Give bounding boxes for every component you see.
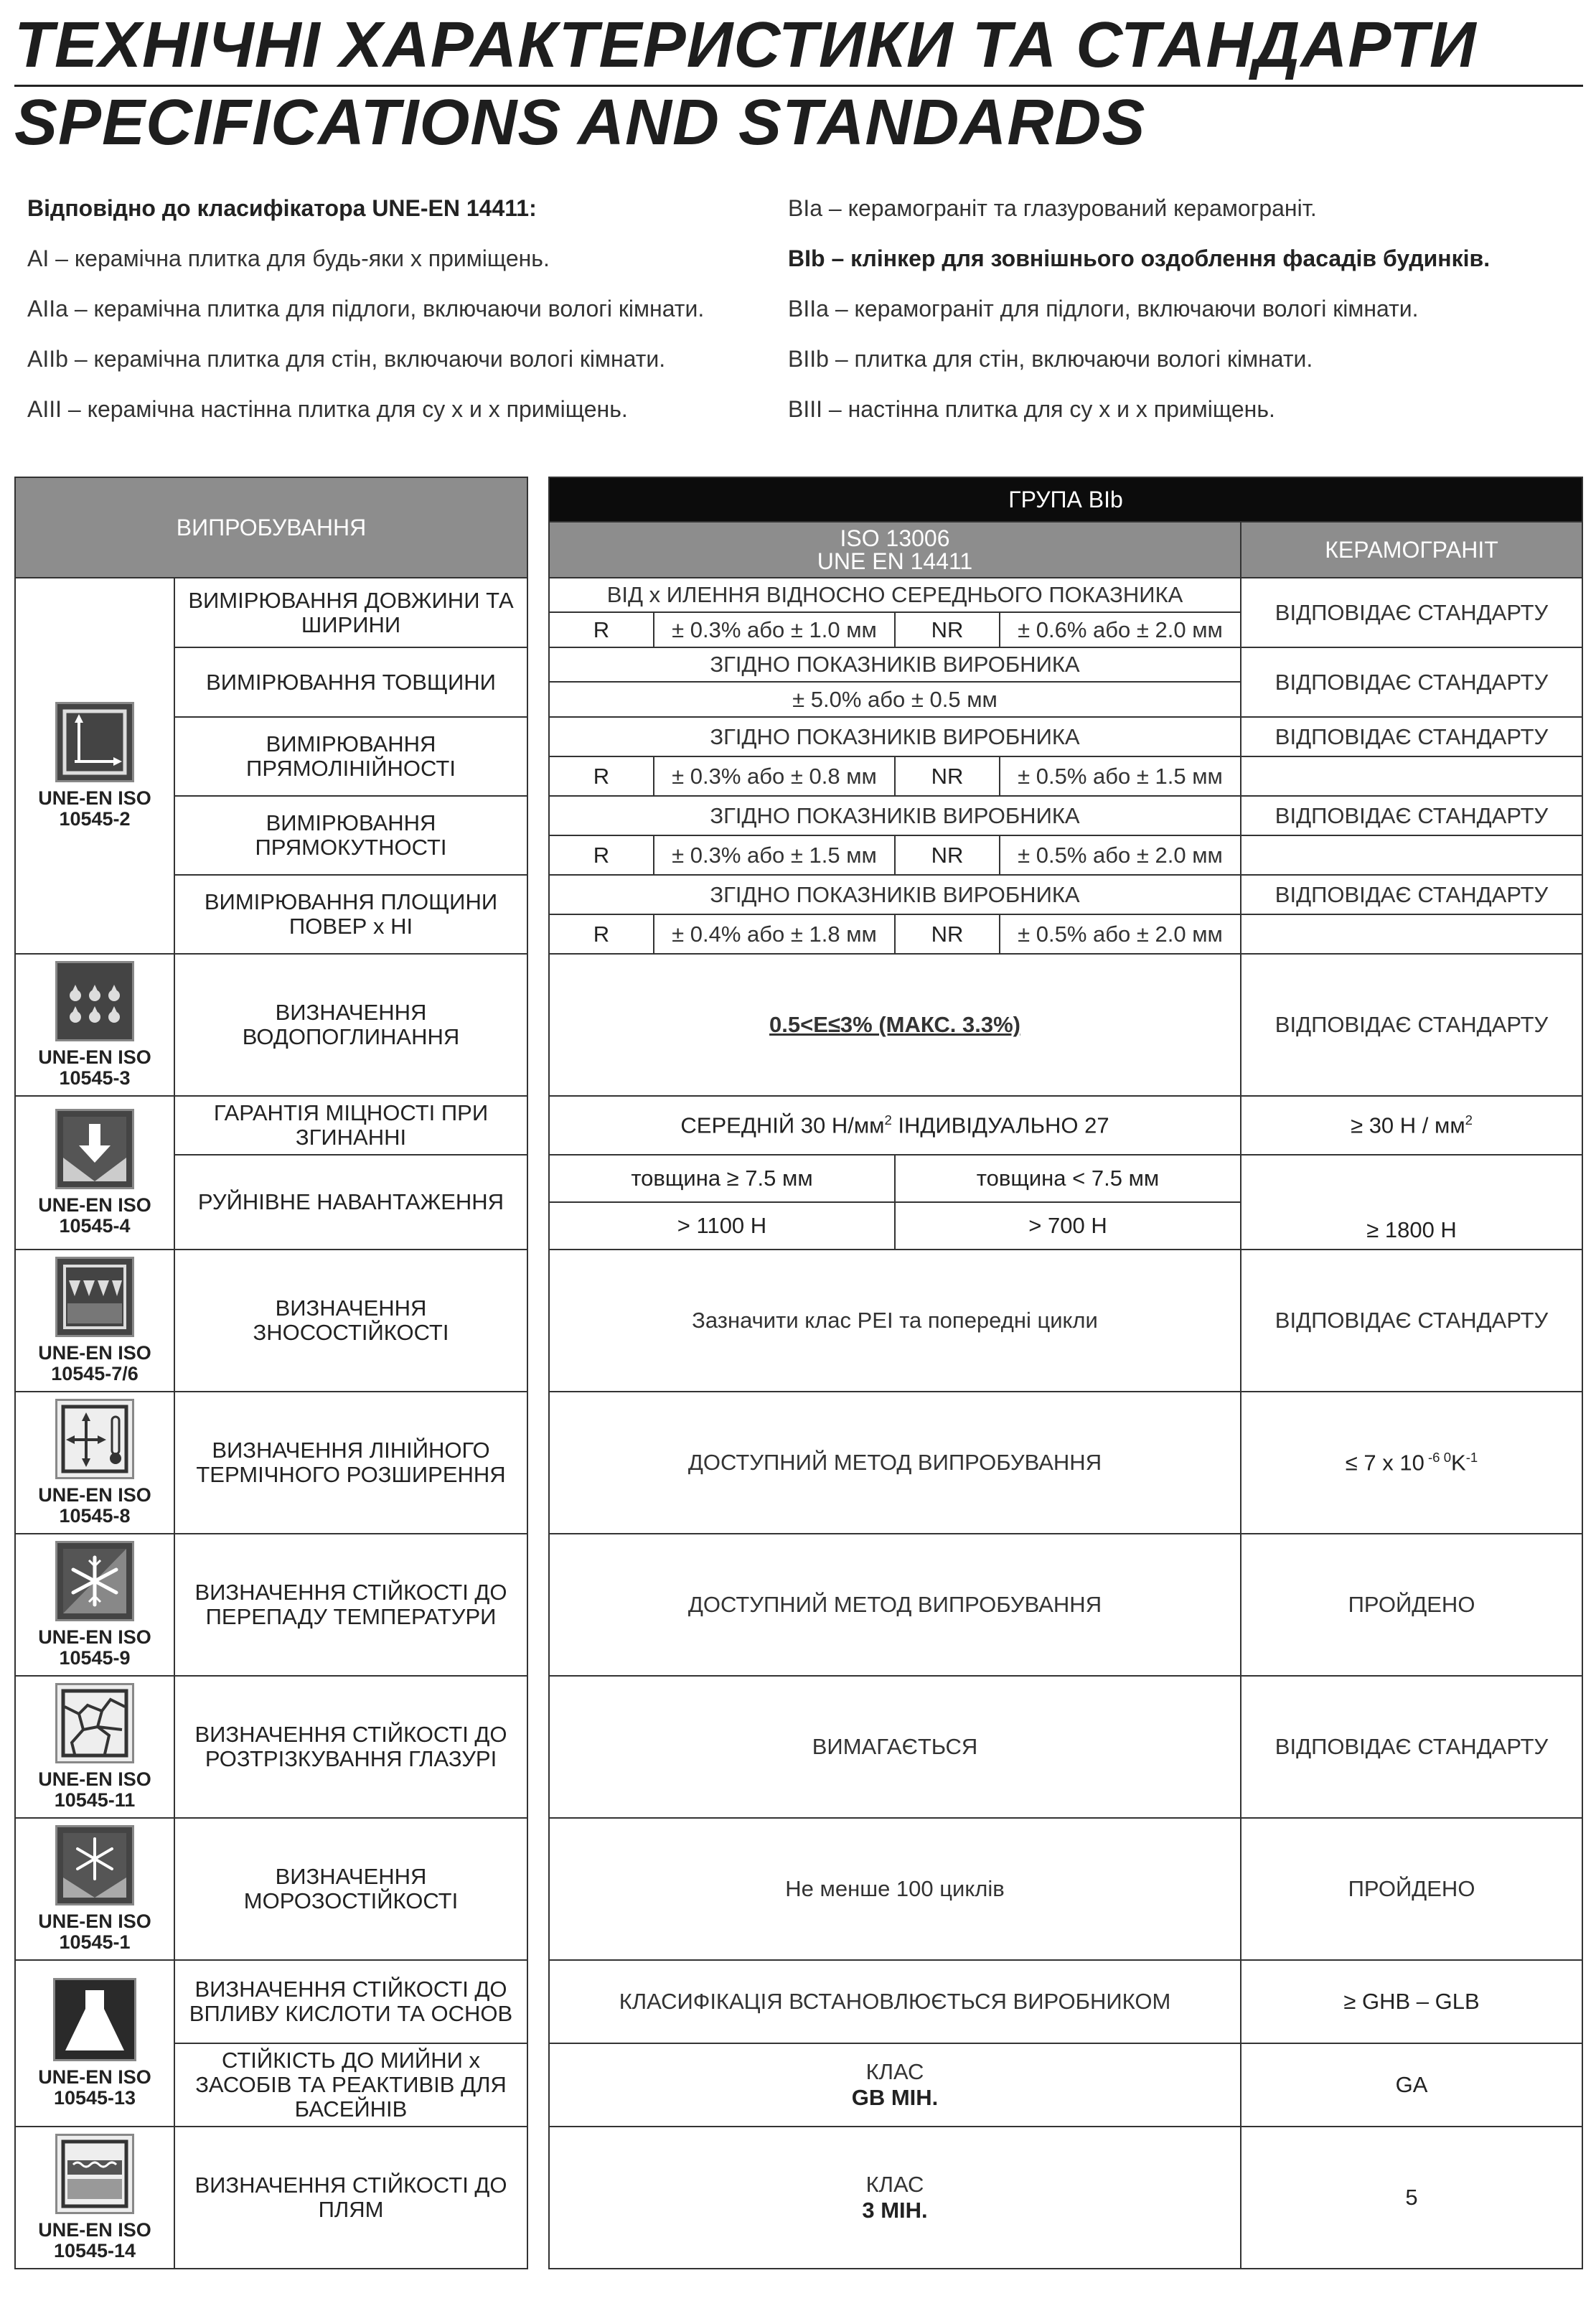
r-label: R (549, 914, 654, 954)
test-name: ВИЗНАЧЕННЯ ЛІНІЙНОГО ТЕРМІЧНОГО РОЗШИРЕННЯ (174, 1392, 527, 1534)
break-value: > 1100 Н (549, 1202, 895, 1250)
empty-cell (1241, 835, 1582, 875)
classification-item: AIIa – керамічна плитка для підлоги, включаючи вологі кімнати. (27, 296, 705, 322)
nr-label: NR (895, 914, 1000, 954)
thickness-threshold: товщина < 7.5 мм (895, 1155, 1241, 1202)
empty-cell (1241, 756, 1582, 796)
nr-label: NR (895, 756, 1000, 796)
group-bib-table (548, 477, 1583, 2269)
manufacturer-cell: ЗГІДНО ПОКАЗНИКІВ ВИРОБНИКА (549, 647, 1241, 682)
iso-header: ISO 13006 UNE EN 14411 (549, 522, 1241, 578)
test-name: ВИМІРЮВАННЯ ДОВЖИНИ ТА ШИРИНИ (174, 578, 527, 647)
r-label: R (549, 612, 654, 647)
test-name: СТІЙКІСТЬ ДО МИЙНИ х ЗАСОБІВ ТА РЕАКТИВІВ ДЛЯ БАСЕЙНІВ (174, 2043, 527, 2127)
break-ceramic: ≥ 1800 Н (1241, 1155, 1582, 1250)
standard-label: UNE-EN ISO 10545-8 (38, 1484, 151, 1527)
classification-left (27, 194, 781, 445)
test-name: ГАРАНТІЯ МІЦНОСТІ ПРИ ЗГИНАННІ (174, 1096, 527, 1155)
classification-item: AI – керамічна плитка для будь-яки х приміщень. (27, 245, 550, 271)
break-value: > 700 Н (895, 1202, 1241, 1250)
stain-icon (55, 2134, 134, 2214)
classification-intro: Відповідно до класифікатора UNE-EN 14411: (27, 195, 537, 221)
passed-cell: ПРОЙДЕНО (1241, 1534, 1582, 1676)
pool-value: КЛАС GB МІН. (549, 2043, 1241, 2127)
frost-value: Не менше 100 циклів (549, 1818, 1241, 1960)
test-name: ВИМІРЮВАННЯ ТОВЩИНИ (174, 647, 527, 717)
thermal-ceramic: ≤ 7 х 10 $^{-6 0}K^{-1}$ (1241, 1392, 1582, 1534)
classification-right (788, 194, 1577, 445)
standard-cell (15, 1960, 174, 2127)
standard-cell (15, 578, 174, 954)
abrasion-icon (55, 1257, 134, 1337)
empty-cell (1241, 914, 1582, 954)
stain-value: КЛАС 3 МІН. (549, 2127, 1241, 2269)
tests-table (14, 477, 528, 2269)
nr-label: NR (895, 835, 1000, 875)
complies-cell: ВІДПОВІДАЄ СТАНДАРТУ (1241, 954, 1582, 1096)
method-cell: ДОСТУПНИЙ МЕТОД ВИПРОБУВАННЯ (549, 1392, 1241, 1534)
bending-ceramic: ≥ 30 Н / $мм^2$ (1241, 1096, 1582, 1155)
r-label: R (549, 835, 654, 875)
standard-cell (15, 1534, 174, 1676)
group-header: ГРУПА BIb (549, 477, 1582, 522)
standard-label: UNE-EN ISO 10545-9 (38, 1626, 151, 1669)
test-name: ВИЗНАЧЕННЯ МОРОЗОСТІЙКОСТІ (174, 1818, 527, 1960)
test-name: ВИМІРЮВАННЯ ПЛОЩИНИ ПОВЕР х НІ (174, 875, 527, 954)
test-name: ВИЗНАЧЕННЯ СТІЙКОСТІ ДО ВПЛИВУ КИСЛОТИ ТА ОСНОВ (174, 1960, 527, 2043)
chemical-flask-icon (53, 1978, 136, 2061)
classification-item: AIIb – керамічна плитка для стін, включаючи вологі кімнати. (27, 346, 666, 372)
test-name: ВИЗНАЧЕННЯ СТІЙКОСТІ ДО РОЗТРІЗКУВАННЯ ГЛАЗУРІ (174, 1676, 527, 1818)
standard-label: UNE-EN ISO 10545-4 (38, 1194, 151, 1237)
classification-item-highlight: BIb – клінкер для зовнішнього оздоблення фасадів будинків. (788, 245, 1491, 271)
classification-item: BIII – настінна плитка для су х и х приміщень. (788, 396, 1275, 422)
standard-label: UNE-EN ISO 10545-11 (38, 1768, 151, 1811)
stain-ceramic: 5 (1241, 2127, 1582, 2269)
test-name: РУЙНІВНЕ НАВАНТАЖЕННЯ (174, 1155, 527, 1250)
standard-cell (15, 1250, 174, 1392)
pool-ceramic: GA (1241, 2043, 1582, 2127)
standard-cell (15, 1392, 174, 1534)
acid-ceramic: ≥ GHB – GLB (1241, 1960, 1582, 2043)
complies-cell: ВІДПОВІДАЄ СТАНДАРТУ (1241, 578, 1582, 647)
nr-label: NR (895, 612, 1000, 647)
bending-cell: СЕРЕДНІЙ 30 $Н/мм^2$ ІНДИВІДУАЛЬНО 27 (549, 1096, 1241, 1155)
pressure-arrow-icon (55, 1109, 134, 1189)
manufacturer-cell: ЗГІДНО ПОКАЗНИКІВ ВИРОБНИКА (549, 796, 1241, 835)
page-title-en: SPECIFICATIONS AND STANDARDS (14, 87, 1146, 159)
classification-item: BIIb – плитка для стін, включаючи вологі кімнати. (788, 346, 1313, 372)
standard-cell (15, 2127, 174, 2269)
standard-cell (15, 954, 174, 1096)
standard-cell (15, 1818, 174, 1960)
acid-value: КЛАСИФІКАЦІЯ ВСТАНОВЛЮЄТЬСЯ ВИРОБНИКОМ (549, 1960, 1241, 2043)
abrasion-value: Зазначити клас PEI та попередні цикли (549, 1250, 1241, 1392)
required-cell: ВИМАГАЄТЬСЯ (549, 1676, 1241, 1818)
complies-cell: ВІДПОВІДАЄ СТАНДАРТУ (1241, 1250, 1582, 1392)
classification-item: AIII – керамічна настінна плитка для су х и х приміщень. (27, 396, 628, 422)
method-cell: ДОСТУПНИЙ МЕТОД ВИПРОБУВАННЯ (549, 1534, 1241, 1676)
standard-label: UNE-EN ISO 10545-3 (38, 1046, 151, 1089)
standard-label: UNE-EN ISO 10545-1 (38, 1911, 151, 1953)
nr-value: ± 0.5% або ± 2.0 мм (1000, 835, 1241, 875)
ceramic-header: КЕРАМОГРАНІТ (1241, 522, 1582, 578)
water-drops-icon (55, 961, 134, 1041)
complies-cell: ВІДПОВІДАЄ СТАНДАРТУ (1241, 796, 1582, 835)
classification-item: BIIa – керамограніт для підлоги, включаючи вологі кімнати. (788, 296, 1419, 322)
test-name: ВИЗНАЧЕННЯ ВОДОПОГЛИНАННЯ (174, 954, 527, 1096)
complies-cell: ВІДПОВІДАЄ СТАНДАРТУ (1241, 1676, 1582, 1818)
test-name: ВИМІРЮВАННЯ ПРЯМОКУТНОСТІ (174, 796, 527, 875)
thermal-shock-icon (55, 1541, 134, 1621)
length-desc: ВІД х ИЛЕННЯ ВІДНОСНО СЕРЕДНЬОГО ПОКАЗНИКА (549, 578, 1241, 612)
r-value: ± 0.4% або ± 1.8 мм (654, 914, 895, 954)
dimension-icon (55, 702, 134, 782)
standard-label: UNE-EN ISO 10545-7/6 (38, 1342, 151, 1384)
frost-icon (55, 1825, 134, 1905)
test-name: ВИЗНАЧЕННЯ СТІЙКОСТІ ДО ПЕРЕПАДУ ТЕМПЕРАТУРИ (174, 1534, 527, 1676)
manufacturer-cell: ЗГІДНО ПОКАЗНИКІВ ВИРОБНИКА (549, 717, 1241, 756)
test-name: ВИЗНАЧЕННЯ ЗНОСОСТІЙКОСТІ (174, 1250, 527, 1392)
nr-value: ± 0.5% або ± 2.0 мм (1000, 914, 1241, 954)
complies-cell: ВІДПОВІДАЄ СТАНДАРТУ (1241, 717, 1582, 756)
page-title-ua: ТЕХНІЧНІ ХАРАКТЕРИСТИКИ ТА СТАНДАРТИ (14, 9, 1477, 81)
passed-cell: ПРОЙДЕНО (1241, 1818, 1582, 1960)
standard-label: UNE-EN ISO 10545-13 (38, 2066, 151, 2109)
r-value: ± 0.3% або ± 0.8 мм (654, 756, 895, 796)
tests-header: ВИПРОБУВАННЯ (15, 477, 527, 578)
thermal-expansion-icon (55, 1399, 134, 1479)
standard-label: UNE-EN ISO 10545-14 (38, 2219, 151, 2261)
test-name: ВИМІРЮВАННЯ ПРЯМОЛІНІЙНОСТІ (174, 717, 527, 796)
nr-value: ± 0.6% або ± 2.0 мм (1000, 612, 1241, 647)
standard-label: UNE-EN ISO 10545-2 (38, 787, 151, 830)
test-name: ВИЗНАЧЕННЯ СТІЙКОСТІ ДО ПЛЯМ (174, 2127, 527, 2269)
r-value: ± 0.3% або ± 1.5 мм (654, 835, 895, 875)
thickness-value: ± 5.0% або ± 0.5 мм (549, 682, 1241, 717)
complies-cell: ВІДПОВІДАЄ СТАНДАРТУ (1241, 647, 1582, 717)
crazing-icon (55, 1683, 134, 1763)
manufacturer-cell: ЗГІДНО ПОКАЗНИКІВ ВИРОБНИКА (549, 875, 1241, 914)
nr-value: ± 0.5% або ± 1.5 мм (1000, 756, 1241, 796)
complies-cell: ВІДПОВІДАЄ СТАНДАРТУ (1241, 875, 1582, 914)
standard-cell (15, 1096, 174, 1250)
thickness-threshold: товщина ≥ 7.5 мм (549, 1155, 895, 1202)
r-value: ± 0.3% або ± 1.0 мм (654, 612, 895, 647)
standard-cell (15, 1676, 174, 1818)
water-absorption-value: 0.5<E≤3% (МАКС. 3.3%) (769, 1012, 1020, 1037)
r-label: R (549, 756, 654, 796)
classification-item: BIa – керамограніт та глазурований керамограніт. (788, 195, 1317, 221)
